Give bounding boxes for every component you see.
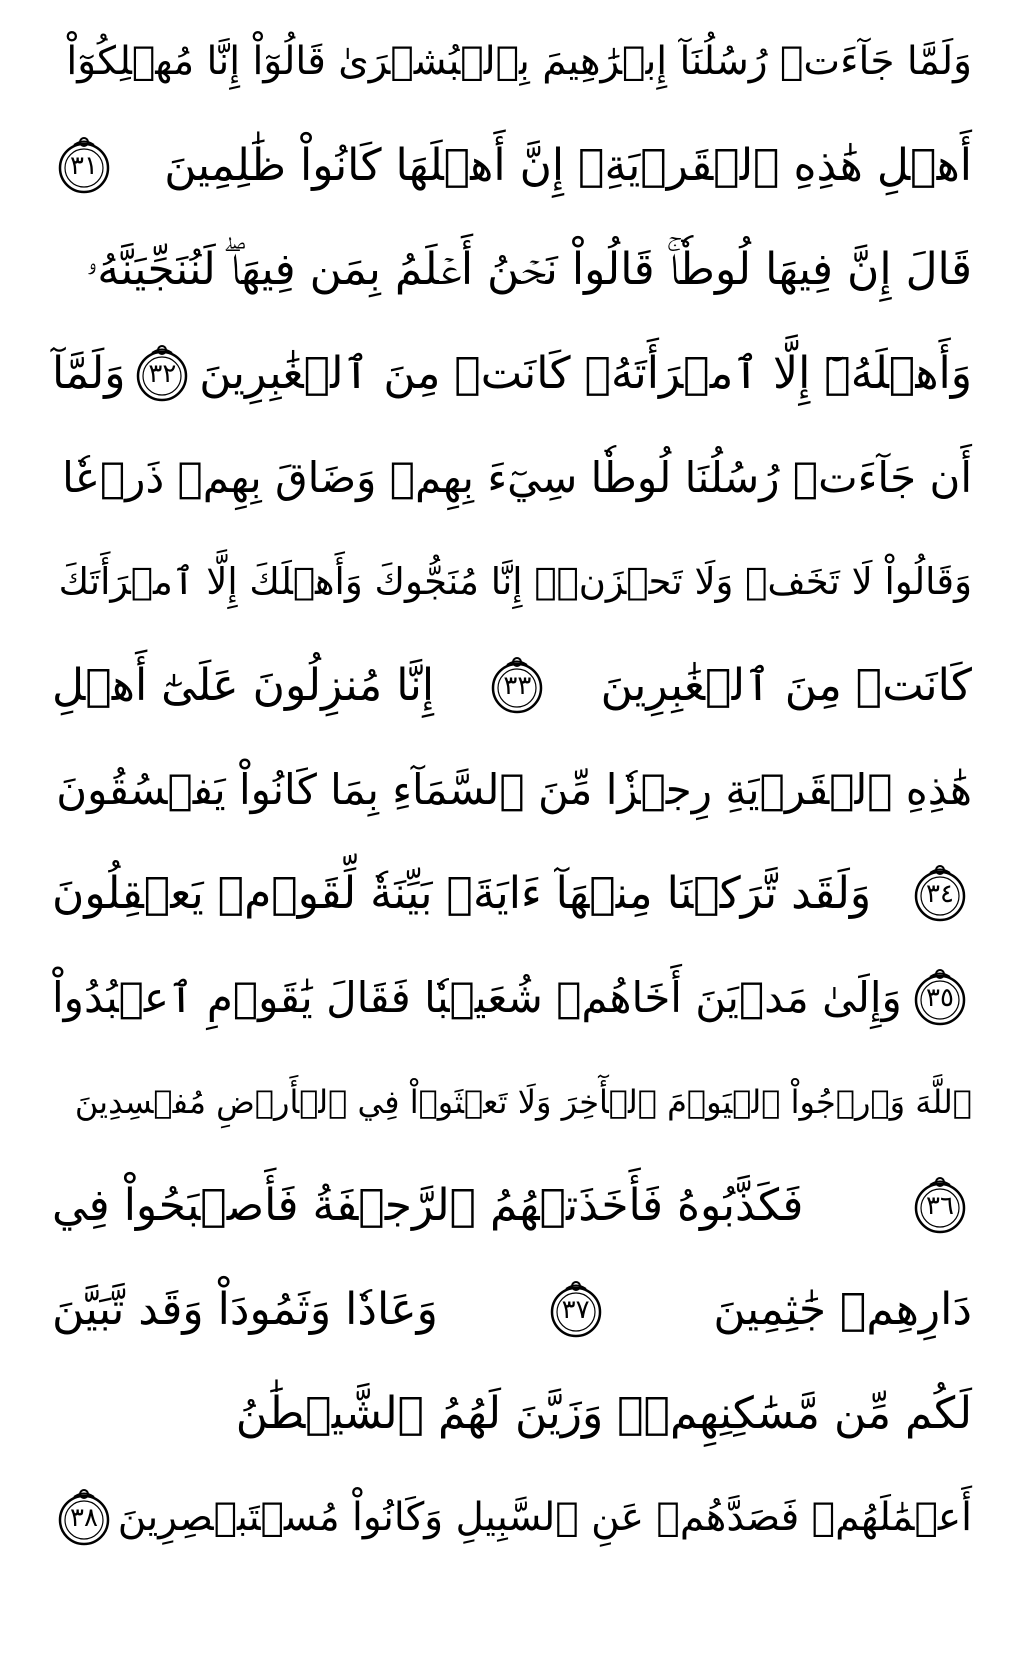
text-line xyxy=(52,946,972,1050)
ayah-number-marker xyxy=(544,1278,608,1342)
text-line xyxy=(52,1050,972,1154)
verse-text: وَعَادٗا وَثَمُودَاْ وَقَد تَّبَيَّنَ xyxy=(52,1284,438,1335)
text-line xyxy=(52,1362,972,1466)
ayah-number-marker xyxy=(908,862,972,926)
ayah-number: ٣٦ xyxy=(926,1191,954,1221)
text-line xyxy=(52,1154,972,1258)
text-line xyxy=(52,10,972,114)
text-line xyxy=(52,842,972,946)
verse-text: وَلَمَّا جَآءَتۡ رُسُلُنَآ إِبۡرَٰهِيمَ بِٱلۡبُشۡرَىٰ قَالُوٓاْ إِنَّا مُهۡلِكُوٓاْ xyxy=(66,39,972,84)
verse-text: وَقَالُواْ لَا تَخَفۡ وَلَا تَحۡزَنۡۖ إِنَّا مُنَجُّوكَ وَأَهۡلَكَ إِلَّا ٱمۡرَأَتَكَ xyxy=(58,560,972,603)
verse-text: أَن جَآءَتۡ رُسُلُنَا لُوطٗا سِيٓءَ بِهِمۡ وَضَاقَ بِهِمۡ ذَرۡعٗا xyxy=(62,453,972,502)
verse-text: ٱللَّهَ وَٱرۡجُواْ ٱلۡيَوۡمَ ٱلۡأٓخِرَ وَلَا تَعۡثَوۡاْ فِي ٱلۡأَرۡضِ مُفۡسِدِينَ xyxy=(74,1083,972,1121)
text-line xyxy=(52,1466,972,1570)
verse-text: كَانَتۡ مِنَ ٱلۡغَٰبِرِينَ xyxy=(600,660,972,711)
ayah-number-marker xyxy=(485,654,549,718)
text-line xyxy=(52,426,972,530)
verse-text: فَكَذَّبُوهُ فَأَخَذَتۡهُمُ ٱلرَّجۡفَةُ فَأَصۡبَحُواْ فِي xyxy=(52,1180,804,1231)
verse-text: أَهۡلِ هَٰذِهِ ٱلۡقَرۡيَةِۖ إِنَّ أَهۡلَهَا كَانُواْ ظَٰلِمِينَ xyxy=(164,140,972,191)
ayah-number-marker xyxy=(52,1486,116,1550)
ayah-number: ٣٢ xyxy=(148,359,177,389)
verse-text: إِنَّا مُنزِلُونَ عَلَىٰٓ أَهۡلِ xyxy=(52,660,435,711)
ayah-number-marker xyxy=(52,134,116,198)
ayah-number-marker xyxy=(908,966,972,1030)
ayah-number-marker xyxy=(130,342,194,406)
verse-text: لَكُم مِّن مَّسَٰكِنِهِمۡۖ وَزَيَّنَ لَهُمُ ٱلشَّيۡطَٰنُ xyxy=(235,1388,972,1439)
verse-text: وَلَقَد تَّرَكۡنَا مِنۡهَآ ءَايَةَۢ بَيِّنَةٗ لِّقَوۡمٖ يَعۡقِلُونَ xyxy=(52,868,872,919)
text-line xyxy=(52,218,972,322)
text-line xyxy=(52,114,972,218)
verse-text: دَارِهِمۡ جَٰثِمِينَ xyxy=(713,1284,972,1335)
verse-text: هَٰذِهِ ٱلۡقَرۡيَةِ رِجۡزٗا مِّنَ ٱلسَّمَآءِ بِمَا كَانُواْ يَفۡسُقُونَ xyxy=(56,765,972,814)
verse-text: قَالَ إِنَّ فِيهَا لُوطٗاۚ قَالُواْ نَحۡنُ أَعۡلَمُ بِمَن فِيهَاۖ لَنُنَجِّيَنَّهُۥ xyxy=(86,244,972,295)
ayah-number: ٣٤ xyxy=(926,879,954,909)
verse-text: وَأَهۡلَهُۥٓ إِلَّا ٱمۡرَأَتَهُۥ كَانَتۡ مِنَ ٱلۡغَٰبِرِينَ xyxy=(199,348,972,399)
ayah-number: ٣٧ xyxy=(561,1295,590,1325)
ayah-number: ٣١ xyxy=(70,151,98,181)
verse-text: أَعۡمَٰلَهُمۡ فَصَدَّهُمۡ عَنِ ٱلسَّبِيلِ وَكَانُواْ مُسۡتَبۡصِرِينَ xyxy=(117,1495,972,1540)
text-line xyxy=(52,322,972,426)
text-line xyxy=(52,1258,972,1362)
text-line xyxy=(52,738,972,842)
verse-text: وَإِلَىٰ مَدۡيَنَ أَخَاهُمۡ شُعَيۡبٗا فَقَالَ يَٰقَوۡمِ ٱعۡبُدُواْ xyxy=(52,973,902,1022)
ayah-number-marker xyxy=(908,1174,972,1238)
verse-text: وَلَمَّآ xyxy=(52,348,126,399)
text-line xyxy=(52,530,972,634)
ayah-number: ٣٨ xyxy=(70,1503,98,1533)
ayah-number: ٣٥ xyxy=(926,983,954,1013)
text-line xyxy=(52,634,972,738)
ayah-number: ٣٣ xyxy=(503,671,532,701)
